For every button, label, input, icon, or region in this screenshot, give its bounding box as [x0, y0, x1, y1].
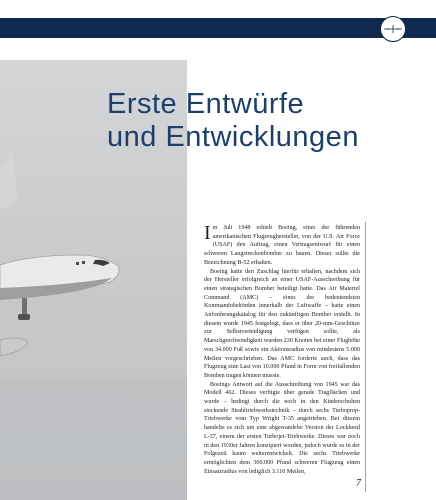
- chapter-title-line1: Erste Entwürfe: [107, 88, 305, 120]
- paragraph: Boeing hatte den Zuschlag hierfür erhalten, nachdem sich der Hersteller erfolgreich an einer USAF-Ausschreibung für einen strategischen Bomber beteiligt hatte. Das Air Materiel Command (AMC) – eines der bedeutendsten Kommandobehörden innerhalb der Luftwaffe – hatte einen Anforderungskatalog für den zukünftigen Bomber erstellt. In diesem wurde 1945 festgelegt, dass er über 20-mm-Geschütze zur Selbstverteidigung verfügen sollte, als Marschgeschwindigkeit wurden 230 Knoten bei einer Flughöhe von 34.000 Fuß sowie ein Aktionsradius von mindestens 5.000 Meilen vorgeschrieben. Das AMC forderte auch, dass das Flugzeug eine Last von 10.000 Pfund in Form von freifallenden Bomben tragen können musste.: [204, 268, 360, 379]
- drop-cap: I: [204, 222, 211, 244]
- chapter-title-line2: und Entwicklungen: [107, 121, 359, 153]
- page-number: 7: [356, 478, 361, 489]
- chapter-title: [107, 88, 427, 154]
- body-text: [204, 224, 360, 476]
- margin-rule: [365, 222, 366, 492]
- header-bar: [0, 18, 436, 38]
- paragraph: [204, 224, 360, 268]
- aircraft-silhouette-icon: [380, 16, 406, 42]
- paragraph: Boeings Antwort auf die Ausschreibung von 1945 war das Modell 462. Dieses verfügte über gerade Tragflächen und wurde – bedingt durch die noch in den Kinderschuhen steckende Strahltriebwerkstechnik – durch sechs Turboprop-Triebwerke vom Typ Wright T-35 angetrieben. Bei diesem handelte es sich um eine abgewandelte Version der Lockheed L-37, einem der ersten Turbojet-Triebwerke. Dieses war noch in den 1930er Jahren konzipiert worden, jedoch wurde es in der Folgezeit kaum weiterentwickelt. Die sechs Triebwerke ermöglichten dem 300.000 Pfund schweren Flugzeug einen Einsatzradius von lediglich 3.110 Meilen,: [204, 381, 360, 475]
- paragraph-text: m Juli 1948 erhielt Boeing, einer der führenden amerikanischen Flugzeughersteller, von der U.S. Air Force (USAF) den Auftrag, einen Vertragsentwurf für einen schweren Langstreckenbomber zu bauen. Dieser sollte die Bezeichnung B-52 erhalten.: [204, 225, 360, 266]
